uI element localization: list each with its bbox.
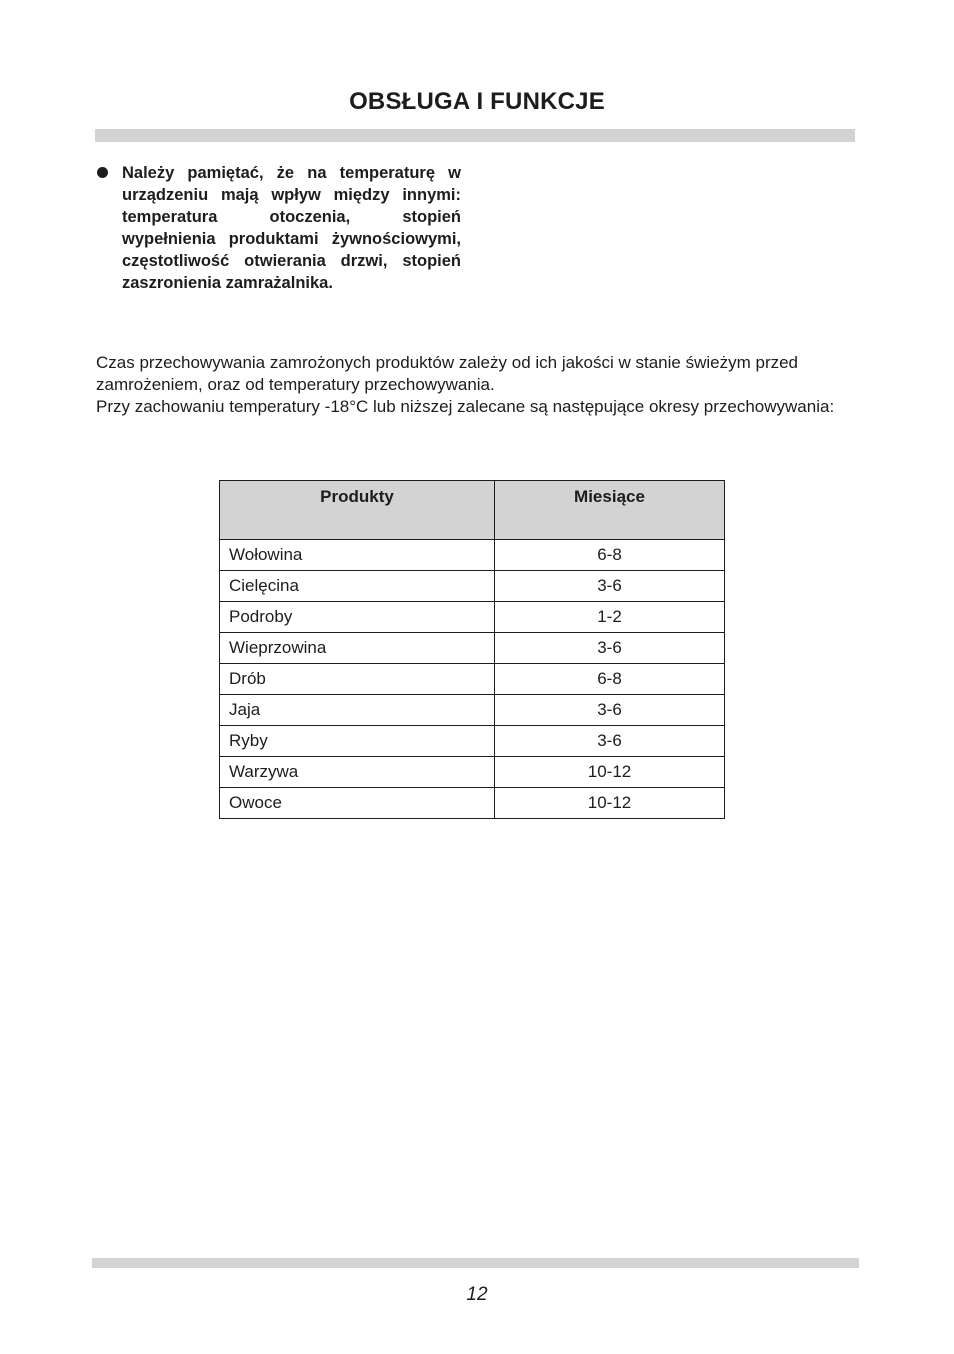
table-row [220,695,725,726]
footer-divider [92,1258,859,1268]
table-row [220,664,725,695]
page-title: OBSŁUGA I FUNKCJE [349,88,605,115]
storage-paragraph-2: Przy zachowaniu temperatury -18°C lub niższej zalecane są następujące okresy przechowywania: [96,397,835,416]
storage-table [219,480,725,819]
product-cell: Drób [220,664,495,695]
product-cell: Warzywa [220,757,495,788]
note-text: Należy pamiętać, że na temperaturę w urządzeniu mają wpływ między innymi: temperatura otoczenia, stopień wypełnienia produktami żywnościowymi, częstotliwość otwierania drzwi, stopień zaszronienia zamrażalnika. [122,164,461,292]
months-cell: 3-6 [495,633,725,664]
table-header-row [220,481,725,540]
months-cell: 6-8 [495,540,725,571]
table-row [220,757,725,788]
column-header-products: Produkty [220,481,495,540]
product-cell: Ryby [220,726,495,757]
months-cell: 1-2 [495,602,725,633]
bullet-icon [97,167,108,178]
product-cell: Jaja [220,695,495,726]
months-cell: 6-8 [495,664,725,695]
header-divider [95,129,855,142]
storage-paragraph-1: Czas przechowywania zamrożonych produktów zależy od ich jakości w stanie świeżym przed zamrożeniem, oraz od temperatury przechowywania. [96,353,799,394]
page-number: 12 [466,1284,488,1305]
product-cell: Owoce [220,788,495,819]
product-cell: Wieprzowina [220,633,495,664]
product-cell: Wołowina [220,540,495,571]
table-row [220,633,725,664]
months-cell: 10-12 [495,788,725,819]
table-row [220,788,725,819]
months-cell: 10-12 [495,757,725,788]
table-row [220,571,725,602]
table-row [220,726,725,757]
months-cell: 3-6 [495,726,725,757]
table-row [220,602,725,633]
product-cell: Cielęcina [220,571,495,602]
column-header-months: Miesiące [495,481,725,540]
table-row [220,540,725,571]
months-cell: 3-6 [495,695,725,726]
months-cell: 3-6 [495,571,725,602]
product-cell: Podroby [220,602,495,633]
